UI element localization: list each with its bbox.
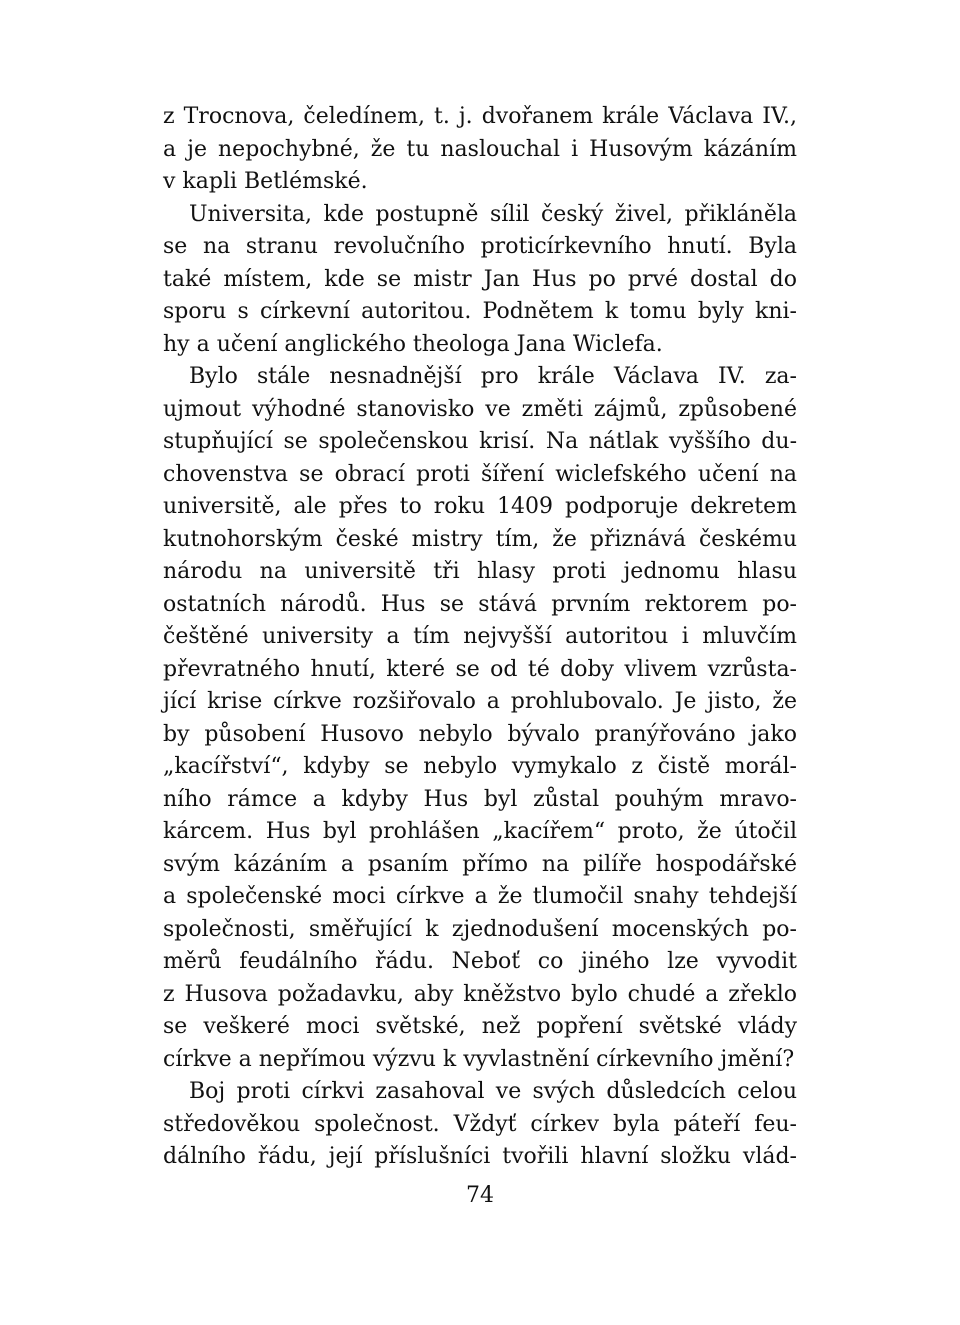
paragraph: [163, 1076, 797, 1174]
text-line: převratného hnutí, které se od té doby vlivem vzrůsta-: [163, 656, 797, 682]
text-line: universitě, ale přes to roku 1409 podporuje dekretem: [163, 494, 797, 519]
paragraph: [163, 101, 797, 199]
page-number: 74: [466, 1183, 494, 1208]
text-line: dálního řádu, její příslušníci tvořili hlavní složku vlád-: [163, 1144, 797, 1169]
text-line: z Trocnova, čeledínem, t. j. dvořanem krále Václava IV.,: [163, 104, 797, 129]
text-line: z Husova požadavku, aby kněžstvo bylo chudé a zřeklo: [163, 981, 797, 1007]
text-line: v kapli Betlémské.: [163, 169, 368, 194]
text-line: svým kázáním a psaním přímo na pilíře hospodářské: [163, 851, 797, 877]
text-line: společnosti, směřující k zjednodušení mocenských po-: [163, 916, 797, 942]
text-line: kárcem. Hus byl prohlášen „kacířem“ proto, že útočil: [163, 819, 797, 844]
text-line: církve a nepřímou výzvu k vyvlastnění církevního jmění?: [163, 1046, 795, 1072]
text-line: také místem, kde se mistr Jan Hus po prvé dostal do: [163, 266, 797, 292]
text-line: by působení Husovo nebylo bývalo pranýřováno jako: [163, 721, 797, 747]
text-line: se na stranu revolučního proticírkevního hnutí. Byla: [163, 234, 797, 259]
text-line: měrů feudálního řádu. Neboť co jiného lze vyvodit: [163, 949, 797, 974]
text-line: středověkou společnost. Vždyť církev byla páteří feu-: [163, 1111, 797, 1137]
paragraph: [163, 199, 797, 362]
text-line: a společenské moci církve a že tlumočil snahy tehdejší: [163, 884, 797, 909]
body-text: [163, 101, 797, 1174]
text-line: stupňující se společenskou krisí. Na nátlak vyššího du-: [163, 429, 797, 454]
text-line: češtěné university a tím nejvyšší autoritou i mluvčím: [163, 624, 797, 649]
text-line: ního rámce a kdyby Hus byl zůstal pouhým mravo-: [163, 786, 797, 812]
text-line: „kacířství“, kdyby se nebylo vymykalo z čistě morál-: [163, 754, 797, 779]
text-line: ostatních národů. Hus se stává prvním rektorem po-: [163, 591, 797, 617]
text-line: národu na universitě tři hlasy proti jednomu hlasu: [163, 559, 797, 584]
text-line: Boj proti církvi zasahoval ve svých důsledcích celou: [189, 1079, 797, 1104]
text-line: se veškeré moci světské, než popření světské vlády: [163, 1014, 797, 1039]
text-line: kutnohorským české mistry tím, že přiznává českému: [163, 526, 797, 552]
text-line: jící krise církve rozšiřovalo a prohlubovalo. Je jisto, že: [163, 689, 797, 714]
text-line: ujmout výhodné stanovisko ve změti zájmů, způsobené: [163, 396, 797, 422]
paragraph: [163, 361, 797, 1076]
text-line: a je nepochybné, že tu naslouchal i Husovým kázáním: [163, 136, 797, 162]
text-line: chovenstva se obrací proti šíření wiclefského učení na: [163, 461, 797, 487]
text-line: sporu s církevní autoritou. Podnětem k tomu byly kni-: [163, 299, 797, 324]
text-line: Universita, kde postupně sílil český živel, přikláněla: [189, 201, 797, 227]
text-line: Bylo stále nesnadnější pro krále Václava IV. za-: [189, 364, 797, 389]
text-line: hy a učení anglického theologa Jana Wiclefa.: [163, 331, 663, 357]
